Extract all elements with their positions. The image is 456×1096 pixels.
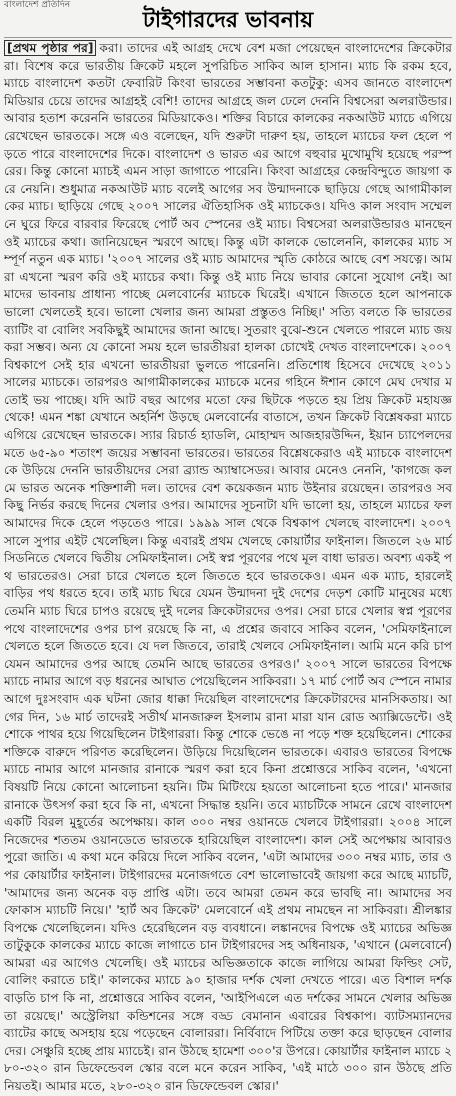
headline: টাইগারদের ভাবনায় xyxy=(142,8,314,33)
continuation-label-text: প্রথম পৃষ্ঠার পর xyxy=(12,41,88,55)
page-header-strip: বাংলাদেশ প্রতিদিন xyxy=(4,0,71,10)
headline-divider xyxy=(4,37,452,38)
article-text: করা। তাদের এই আগ্রহ দেখে বেশ মজা পেয়েছেন বাংলাদেশের ক্রিকেটাররা। বিশেষ করে ভারতীয় ক্রিকেট মহলে সুপরিচিত সাকিব আল হাসান। ম্যাচ কি রকম হবে, ম্যাচে বাংলাদেশ কতটা ফেবারিট কিংবা ভারতের সম্ভাবনা কতটুকু: এসব জানতে বাংলাদেশ মিডিয়ার চেয়ে তাদের আগ্রহই বেশি! তাদের আগ্রহে জল ঢেলে দেননি বিশ্বসেরা অলরাউন্ডার। আবার হতাশ করেননি ভারতের মিডিয়াকেও। শক্তির বিচারে কালকের নকআউট ম্যাচে এগিয়ে রেখেছেন ভারতকে। সঙ্গে এও বলেছেন, যদি শুরুটা দারুণ হয়, তাহলে ম্যাচের ফল হেলে পড়তে পারে বাংলাদেশের দিকে। বাংলাদেশ ও ভারত এর আগে বহুবার মুখোমুখি হয়েছে পরস্পরের। কিন্তু কোনো ম্যাচই এমন সাড়া জাগাতে পারেনি। কিংবা আগ্রহের কেন্দ্রবিন্দুতে জায়গা করে নেয়নি। শুধুমাত্র নকআউট ম্যাচ বলেই আগের সব উন্মাদনাকে ছাড়িয়ে গেছে আগামীকালকের ম্যাচ। ছাড়িয়ে গেছে ২০০৭ সালের ঐতিহাসিক ওই ম্যাচকেও। যদিও কাল সংবাদ সম্মেলনে ঘুরে ফিরে বারবার ফিরেছে পোর্ট অব স্পেনের ওই ম্যাচ। বিশ্বসেরা অলরাউন্ডারও মানছেন ওই ম্যাচের কথা। জানিয়েছেন স্মরণে আছে। কিন্তু এটা কালকে ভোলেননি, কালকের ম্যাচ সম্পূর্ণ নতুন এক ম্যাচ। '২০০৭ সালের ওই ম্যাচ আমাদের স্মৃতি কোঠরে আছে বেশ সযত্নে। আমরা এখনো স্মরণ করি ওই ম্যাচের কথা। কিন্তু ওই ম্যাচ নিয়ে ভাবার কোনো সুযোগ নেই। আমাদের ভাবনায় প্রাধান্য পাচ্ছে মেলবোর্নের ম্যাচকে ঘিরেই। এখানে জিততে হলে আপনাকে ভালো খেলতেই হবে। ভালো খেলার জন্য আমরা প্রস্তুতও নিচ্ছি।' সত্যি বলতে কি ভারতের ব্যাটিং বা বোলিং সবকিছুই আমাদের জানা আছে। সুতরাং বুঝে-শুনে খেলতে পারলে ম্যাচ জয় করা সম্ভব। অন্য যে কোনো সময় হলে ভারতীয়রা হালকা চোখেই দেখত বাংলাদেশকে। ২০০৭ বিশ্বকাপে সেই হার এখনো ভারতীয়রা ভুলতে পারেননি। প্রতিশোধ হিসেবে দেখেছে ২০১১ সালের ম্যাচকে। তারপরও আগামীকালকের ম্যাচকে মনের গহিনে ঈশান কোণে মেঘ দেখার মতোই ভয় পাচ্ছে। যদি আট বছর আগের মতো ফের ছিটকে পড়তে হয় প্রিয় ক্রিকেট মহাযজ্ঞ থেকে! এমন শঙ্কা যেখানে অহর্নিশ উড়ছে মেলবোর্নের বাতাসে, তখন ক্রিকেট বিশ্লেষকরা ম্যাচে এগিয়ে রেখেছেন ভারতকে। স্যার রিচার্ড হ্যাডলি, মোহাম্মদ আজহারউদ্দিন, ইয়ান চ্যাপেলদের মতে ৬৫-৯০ শতাংশ জয়ের সম্ভাবনা ভারতের। ভারতের বিশ্লেষকেরাও এই ম্যাচকে বাংলাদেশকে উড়িয়ে দেননি ভারতীয়দের সেরা ব্র্যান্ড অ্যাম্বাসেডর। আবার মেনেও নেননি, 'কাগজে কলমে ভারত অনেক শক্তিশালী দল। তাদের বেশ কয়েকজন ম্যাচ উইনার রয়েছেন। তারপরও সবকিছু নির্ভর করছে দিনের খেলার ওপর। আমাদের সূচনাটা যদি ভালো হয়, তাহলে ম্যাচের ফল আমাদের দিকে হেলে পড়তেও পারে। ১৯৯৯ সাল থেকে বিশ্বকাপ খেলছে বাংলাদেশ। ২০০৭ সালে সুপার এইট খেলেছিল। কিন্তু এবারই প্রথম খেলছে কোয়ার্টার ফাইনাল। জিতলে ২৬ মার্চ সিডনিতে খেলবে দ্বিতীয় সেমিফাইনাল। সেই স্বপ্ন পূরণের পথে মূল বাধা ভারত। অবশ্য একই পথ ভারতেরও। সেরা চারে খেলতে হলে জিততে হবে ভারতকেও। এমন এক ম্যাচ, হারলেই বাড়ির পথ ধরতে হবে। তাই ম্যাচ ঘিরে যেমন উন্মাদনা দুই দেশের দেড়শ কোটি মানুষের মধ্যে তেমনি ম্যাচ ঘিরে চাপও রয়েছে দুই দলের ক্রিকেটারদের ওপর। সেরা চারে খেলার স্বপ্ন পূরণের পথে বাংলাদেশের ওপর চাপ রয়েছে কি না, এ প্রশ্নের জবাবে সাকিব বলেন, 'সেমিফাইনালে খেলতে হলে জিততে হবে। যে দল জিতবে, তারাই খেলবে সেমিফাইনাল। আমি মনে করি চাপ যেমন আমাদের ওপর আছে তেমনি আছে ভারতের ওপরও।' ২০০৭ সালে ভারতের বিপক্ষে ম্যাচে নামার আগে বড় ধরনের আঘাত পেয়েছিলেন সাকিবরা। ১৭ মার্চ পোর্ট অব স্পেনে নামার আগে দুঃসংবাদ এক ঘটনা জোর ধাক্কা দিয়েছিল বাংলাদেশের ক্রিকেটারদের মানসিকতায়। আগের দিন, ১৬ মার্চ তাদেরই সতীর্থ মানজারুল ইসলাম রানা মারা যান রোড অ্যাক্সিডেন্টে। ওই শোকে পাথর হয়ে গিয়েছিলেন টাইগাররা। কিন্তু শোকে ভেঙে না পড়ে শক্ত হয়েছিলেন। শোকের শক্তিকে বারুদে পরিণত করেছিলেন। উড়িয়ে দিয়েছিলেন ভারতকে। এবারও ভারতের বিপক্ষে ম্যাচে নামার আগে মানজার রানাকে স্মরণ করা হবে কিনা প্রশ্নোত্তরে সাকিব বলেন, 'এখনো বিষয়টি নিয়ে কোনো আলোচনা হয়নি। টিম মিটিংয়ে হয়তো আলোচনা হতে পারে।' মানজার রানাকে উৎসর্গ করা হবে কি না, এখনো সিদ্ধান্ত হয়নি। তবে ম্যাচটিকে সামনে রেখে বাংলাদেশ একটি বিরল মুহূর্তের অপেক্ষায়। কাল ৩০০ নম্বর ওয়ানডে খেলবে টাইগাররা। ২০০৪ সালে নিজেদের শততম ওয়ানডেতে ভারতকে হারিয়েছিল বাংলাদেশ। কাল সেই অপেক্ষায় আবারও পুরো জাতি। এ কথা মনে করিয়ে দিলে সাকিব বলেন, 'এটা আমাদের ৩০০ নম্বর ম্যাচ, তার ওপর কোয়ার্টার ফাইনাল। টাইগারদের মনোজগতে বেশ ভালোভাবেই জায়গা করে আছে ম্যাচটি, 'আমাদের জন্য অনেক বড় প্রাপ্তি এটা। তবে আমরা তেমন করে ভাবছি না। আমাদের সব ফোকাস ম্যাচটি নিয়ে।' 'হার্ট অব ক্রিকেট' মেলবোর্নে এই প্রথম নামছেন না সাকিবরা। শ্রীলঙ্কার বিপক্ষে খেলেছিলেন। যদিও হেরেছিলেন বড় ব্যবধানে। লঙ্কানদের বিপক্ষে ওই ম্যাচের অভিজ্ঞতাটুকুকে কালকের ম্যাচে কাজে লাগাতে চান টাইগারদের সহ অধিনায়ক, 'এখানে (মেলবোর্নে) আমরা এর আগেও খেলেছি। ওই ম্যাচের অভিজ্ঞতাকে কাজে লাগিয়ে আমরা ফিল্ডিং সেট, বোলিং করাতে চাই।' কালকের ম্যাচে ৯০ হাজার দর্শক খেলা দেখতে পারে। এত বিশাল দর্শক বাড়তি চাপ কি না, প্রশ্নোত্তরে সাকিব বলেন, 'আইপিএলে এত দর্শকের সামনে খেলার অভিজ্ঞতা রয়েছে।' অস্ট্রেলিয়া কন্ডিশনের সঙ্গে বড্ড বেমানান এবারের বিশ্বকাপ। ব্যাটসম্যানদের ব্যাটের কাছে অসহায় হয়ে পড়েছেন বোলাররা। নির্বিবাদে পিটিয়ে তক্তা করে ছাড়ছেন বোলারদের। সেঞ্চুরি হচ্ছে প্রায় ম্যাচেই। রান উঠছে হামেশা ৩০০'র উপরে। কোয়ার্টার ফাইনাল ম্যাচে ২৮০-৩২০ রান ডিফেন্ডেবল স্কোর বলে মনে করেন সাকিব, 'এই মাঠে ৩০০ রান উঠছে প্রতি নিয়তই। আমার মতে, ২৮০-৩২০ রান ডিফেন্ডেবল স্কোর।' xyxy=(4,41,453,1094)
article-body xyxy=(4,40,453,1094)
continuation-label: [প্রথম পৃষ্ঠার পর] xyxy=(4,40,96,56)
